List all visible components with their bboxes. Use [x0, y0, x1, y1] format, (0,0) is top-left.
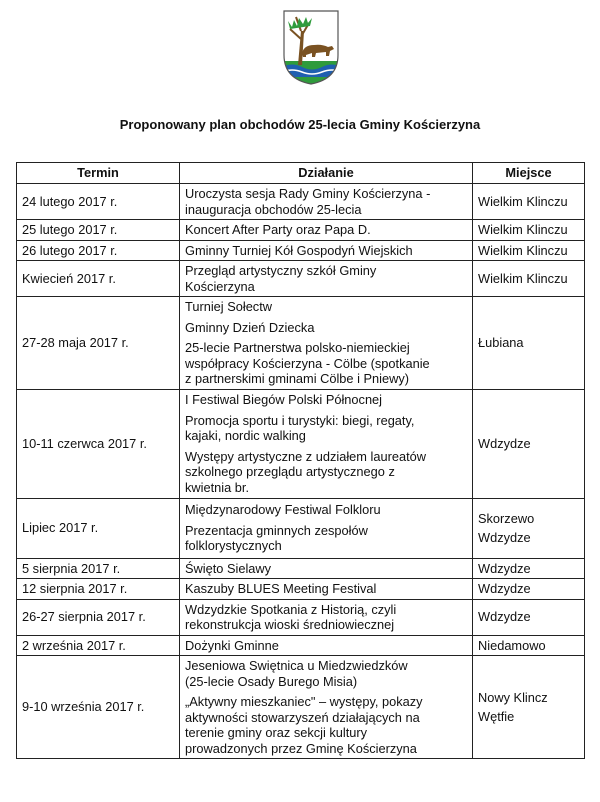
activity-line: Święto Sielawy — [185, 560, 272, 576]
place-line: Niedamowo — [478, 637, 546, 653]
place-cell — [473, 558, 585, 579]
activity-line: kajaki, nordic walking — [185, 428, 306, 443]
activity-cell — [180, 389, 473, 498]
activity-cell — [180, 558, 473, 579]
place-line: Wdzydze — [478, 530, 531, 545]
table-row — [17, 184, 585, 220]
column-header-termin: Termin — [17, 163, 180, 184]
place-cell — [473, 656, 585, 759]
activity-line: terenie gminy oraz sekcji kultury — [185, 725, 368, 740]
date-cell: 5 sierpnia 2017 r. — [17, 558, 180, 579]
activity-line: Przegląd artystyczny szkół Gminy — [185, 263, 377, 278]
place-cell — [473, 599, 585, 635]
date-cell: 2 września 2017 r. — [17, 635, 180, 656]
table-row — [17, 635, 585, 656]
activity-cell — [180, 261, 473, 297]
activity-line: Promocja sportu i turystyki: biegi, regaty, — [185, 412, 415, 428]
activity-cell — [180, 220, 473, 241]
place-line: Łubiana — [478, 335, 524, 350]
activity-line: Międzynarodowy Festiwal Folkloru — [185, 502, 381, 518]
column-header-dzialanie: Działanie — [180, 163, 473, 184]
activity-line: „Aktywny mieszkaniec" – występy, pokazy — [185, 694, 423, 709]
activity-line: (25-lecie Osady Burego Misia) — [185, 673, 358, 689]
activity-line: Turniej Sołectw — [185, 299, 273, 314]
date-cell: 24 lutego 2017 r. — [17, 184, 180, 220]
date-cell: 26 lutego 2017 r. — [17, 240, 180, 261]
place-cell — [473, 389, 585, 498]
place-line: Wielkim Klinczu — [478, 193, 568, 209]
place-line: Wdzydze — [478, 609, 531, 625]
date-cell: 27-28 maja 2017 r. — [17, 297, 180, 390]
table-body — [17, 184, 585, 759]
place-cell — [473, 498, 585, 558]
date-cell: 10-11 czerwca 2017 r. — [17, 389, 180, 498]
table-row — [17, 579, 585, 600]
table-row — [17, 599, 585, 635]
activity-line: kwietnia br. — [185, 479, 250, 495]
date-cell: 9-10 września 2017 r. — [17, 656, 180, 759]
date-cell: 12 sierpnia 2017 r. — [17, 579, 180, 600]
activity-line: Uroczysta sesja Rady Gminy Kościerzyna - — [185, 186, 431, 201]
place-cell — [473, 297, 585, 390]
table-row — [17, 389, 585, 498]
place-line: Skorzewo — [478, 510, 535, 526]
place-cell — [473, 220, 585, 241]
activity-line: Koncert After Party oraz Papa D. — [185, 222, 371, 237]
place-cell — [473, 635, 585, 656]
date-cell: Lipiec 2017 r. — [17, 498, 180, 558]
activity-cell — [180, 240, 473, 261]
table-row — [17, 498, 585, 558]
place-line: Wielkim Klinczu — [478, 222, 568, 237]
activity-cell — [180, 297, 473, 390]
activity-line: Wdzydzkie Spotkania z Historią, czyli — [185, 601, 397, 617]
activity-line: Gminny Dzień Dziecka — [185, 319, 315, 335]
table-row — [17, 220, 585, 241]
activity-line: Gminny Turniej Kół Gospodyń Wiejskich — [185, 242, 413, 258]
activity-line: współpracy Kościerzyna - Cölbe (spotkanie — [185, 355, 430, 371]
date-cell: 26-27 sierpnia 2017 r. — [17, 599, 180, 635]
activity-line: folklorystycznych — [185, 538, 282, 554]
place-cell — [473, 261, 585, 297]
gmina-koscierzyna-coat-of-arms-icon — [282, 9, 340, 85]
table-row — [17, 240, 585, 261]
place-line: Nowy Klincz — [478, 689, 548, 705]
table-row — [17, 297, 585, 390]
activity-line: Jeseniowa Swiętnica u Miedzwiedzków — [185, 658, 408, 673]
activity-line: prowadzonych przez Gminę Kościerzyna — [185, 740, 417, 756]
activity-line: Dożynki Gminne — [185, 637, 279, 653]
activity-line: rekonstrukcja wioski średniowiecznej — [185, 617, 395, 632]
activity-cell — [180, 599, 473, 635]
activity-line: Prezentacja gminnych zespołów — [185, 522, 368, 538]
activity-cell — [180, 184, 473, 220]
celebration-plan-table — [16, 162, 585, 759]
date-cell: 25 lutego 2017 r. — [17, 220, 180, 241]
place-line: Wdzydze — [478, 560, 531, 576]
place-cell — [473, 184, 585, 220]
place-line: Wdzydze — [478, 581, 531, 596]
activity-line: inauguracja obchodów 25-lecia — [185, 201, 362, 217]
activity-line: I Festiwal Biegów Polski Północnej — [185, 392, 383, 407]
activity-line: Kościerzyna — [185, 278, 255, 294]
place-line: Wielkim Klinczu — [478, 270, 568, 286]
activity-line: szkolnego przeglądu artystycznego z — [185, 464, 395, 479]
table-row — [17, 261, 585, 297]
activity-cell — [180, 635, 473, 656]
place-cell — [473, 240, 585, 261]
table-row — [17, 656, 585, 759]
place-line: Wielkim Klinczu — [478, 242, 568, 258]
activity-line: Kaszuby BLUES Meeting Festival — [185, 581, 377, 596]
activity-cell — [180, 498, 473, 558]
activity-cell — [180, 579, 473, 600]
activity-line: aktywności stowarzyszeń działających na — [185, 709, 420, 725]
place-line: Wętfie — [478, 709, 515, 724]
page-title: Proponowany plan obchodów 25-lecia Gminy Kościerzyna — [119, 117, 481, 132]
place-line: Wdzydze — [478, 435, 531, 451]
place-cell — [473, 579, 585, 600]
table-row — [17, 558, 585, 579]
table-header-row — [17, 163, 585, 184]
date-cell: Kwiecień 2017 r. — [17, 261, 180, 297]
activity-line: Występy artystyczne z udziałem laureatów — [185, 448, 426, 464]
activity-cell — [180, 656, 473, 759]
column-header-miejsce: Miejsce — [473, 163, 585, 184]
activity-line: 25-lecie Partnerstwa polsko-niemieckiej — [185, 340, 410, 355]
activity-line: z partnerskimi gminami Cölbe i Pniewy) — [185, 371, 410, 386]
